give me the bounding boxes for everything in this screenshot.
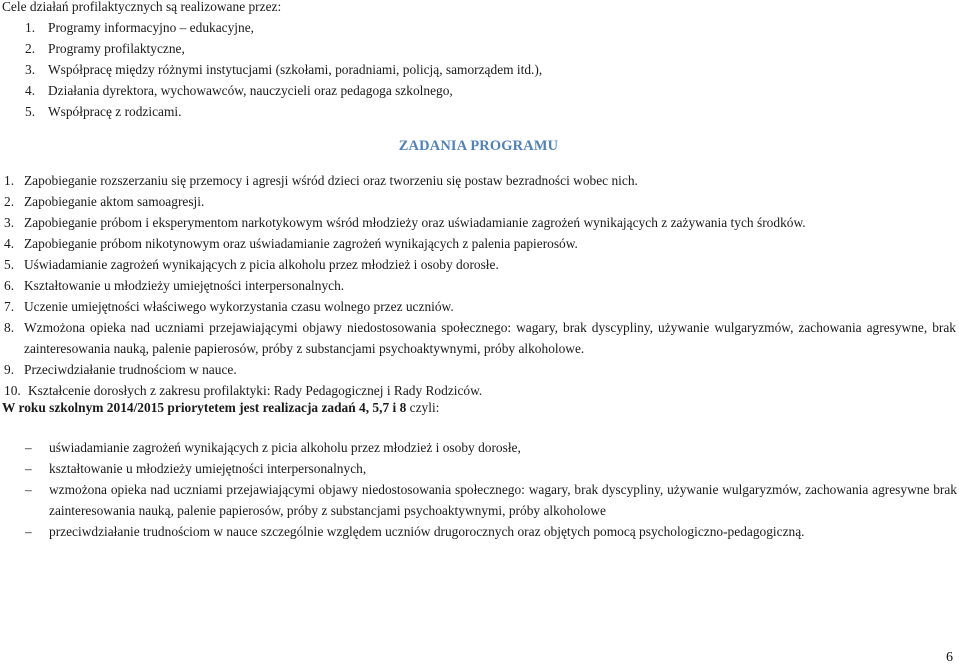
- task-number: 7.: [4, 299, 15, 314]
- task-number: 1.: [4, 173, 15, 188]
- intro-list-item: [2, 59, 942, 80]
- task-text: Kształcenie dorosłych z zakresu profilaktyki: Rady Pedagogicznej i Rady Rodziców.: [28, 383, 483, 398]
- priority-suffix: czyli:: [406, 400, 440, 415]
- task-number: 8.: [4, 320, 15, 335]
- intro-list-item: [2, 17, 942, 38]
- task-text: Zapobieganie aktom samoagresji.: [24, 194, 205, 209]
- intro-list-item: [2, 80, 942, 101]
- page-number: 6: [946, 650, 953, 665]
- task-text: Uczenie umiejętności właściwego wykorzystania czasu wolnego przez uczniów.: [24, 299, 454, 314]
- dash-bullet: –: [25, 461, 32, 476]
- dash-bullet: –: [25, 482, 32, 497]
- priority-list-item: [25, 458, 957, 479]
- task-text: Zapobieganie próbom nikotynowym oraz uświadamianie zagrożeń wynikających z palenia papierosów.: [24, 236, 578, 251]
- intro-list-item: [2, 38, 942, 59]
- priority-item-text: przeciwdziałanie trudnościom w nauce szczególnie względem uczniów drugorocznych oraz objętych pomocą psychologiczno-pedagogiczną.: [49, 524, 805, 539]
- priority-item-text: uświadamianie zagrożeń wynikających z picia alkoholu przez młodzież i osoby dorosłe,: [49, 440, 521, 455]
- priority-list-item: [25, 437, 957, 458]
- intro-title: Cele działań profilaktycznych są realizowane przez:: [2, 0, 282, 14]
- list-item-text: Współpracę między różnymi instytucjami (szkołami, poradniami, policją, samorządem itd.),: [48, 62, 543, 77]
- priority-item-text: kształtowanie u młodzieży umiejętności interpersonalnych,: [49, 461, 367, 476]
- task-number: 4.: [4, 236, 15, 251]
- priority-list: [25, 437, 957, 542]
- intro-list: [2, 17, 942, 122]
- task-number: 9.: [4, 362, 15, 377]
- task-item: [4, 191, 956, 212]
- program-heading-text: ZADANIA PROGRAMU: [398, 138, 559, 154]
- program-heading: [0, 136, 959, 157]
- task-item: [4, 233, 956, 254]
- intro-list-item: [2, 101, 942, 122]
- task-number: 3.: [4, 215, 15, 230]
- list-number: 2.: [25, 41, 36, 56]
- task-text: Zapobieganie próbom i eksperymentom narkotykowym wśród młodzieży oraz uświadamianie zagrożeń wynikających z zażywania tych środków.: [24, 215, 806, 230]
- priority-list-item: [25, 521, 957, 542]
- task-number: 10.: [4, 383, 21, 398]
- task-item: [4, 254, 956, 275]
- dash-bullet: –: [25, 440, 32, 455]
- dash-bullet: –: [25, 524, 32, 539]
- task-text: Zapobieganie rozszerzaniu się przemocy i agresji wśród dzieci oraz tworzeniu się postaw bezradności wobec nich.: [24, 173, 638, 188]
- task-text: Kształtowanie u młodzieży umiejętności interpersonalnych.: [24, 278, 345, 293]
- task-number: 6.: [4, 278, 15, 293]
- tasks-list: [4, 170, 956, 401]
- task-number: 5.: [4, 257, 15, 272]
- intro-section: [2, 0, 942, 122]
- task-item: [4, 275, 956, 296]
- task-text: Przeciwdziałanie trudnościom w nauce.: [24, 362, 237, 377]
- priority-list-item: [25, 479, 957, 521]
- list-item-text: Programy profilaktyczne,: [48, 41, 185, 56]
- task-item: [4, 296, 956, 317]
- task-item: [4, 317, 956, 359]
- list-item-text: Programy informacyjno – edukacyjne,: [48, 20, 255, 35]
- list-number: 4.: [25, 83, 36, 98]
- task-item: [4, 212, 956, 233]
- priority-bold-text: W roku szkolnym 2014/2015 priorytetem jest realizacja zadań 4, 5,7 i 8: [2, 400, 407, 415]
- priority-statement: [2, 397, 952, 418]
- list-item-text: Współpracę z rodzicami.: [48, 104, 182, 119]
- task-text: Uświadamianie zagrożeń wynikających z picia alkoholu przez młodzież i osoby dorosłe.: [24, 257, 499, 272]
- list-number: 3.: [25, 62, 36, 77]
- task-item: [4, 170, 956, 191]
- task-text: Wzmożona opieka nad uczniami przejawiającymi objawy niedostosowania społecznego: wagary, brak dyscypliny, używanie wulgaryzmów, zachowania agresywne, brak zainteresowania nauką, palenie papierosów, próby z substancjami psychoaktywnymi, próby alkoholowe.: [24, 320, 956, 356]
- task-item: [4, 359, 956, 380]
- list-number: 1.: [25, 20, 36, 35]
- task-number: 2.: [4, 194, 15, 209]
- list-item-text: Działania dyrektora, wychowawców, nauczycieli oraz pedagoga szkolnego,: [48, 83, 453, 98]
- list-number: 5.: [25, 104, 36, 119]
- priority-item-text: wzmożona opieka nad uczniami przejawiającymi objawy niedostosowania społecznego: wagary, brak dyscypliny, używanie wulgaryzmów, zachowania agresywne brak zainteresowania nauką, palenie papierosów, próby z substancjami psychoaktywnymi, próby alkoholowe: [49, 482, 957, 518]
